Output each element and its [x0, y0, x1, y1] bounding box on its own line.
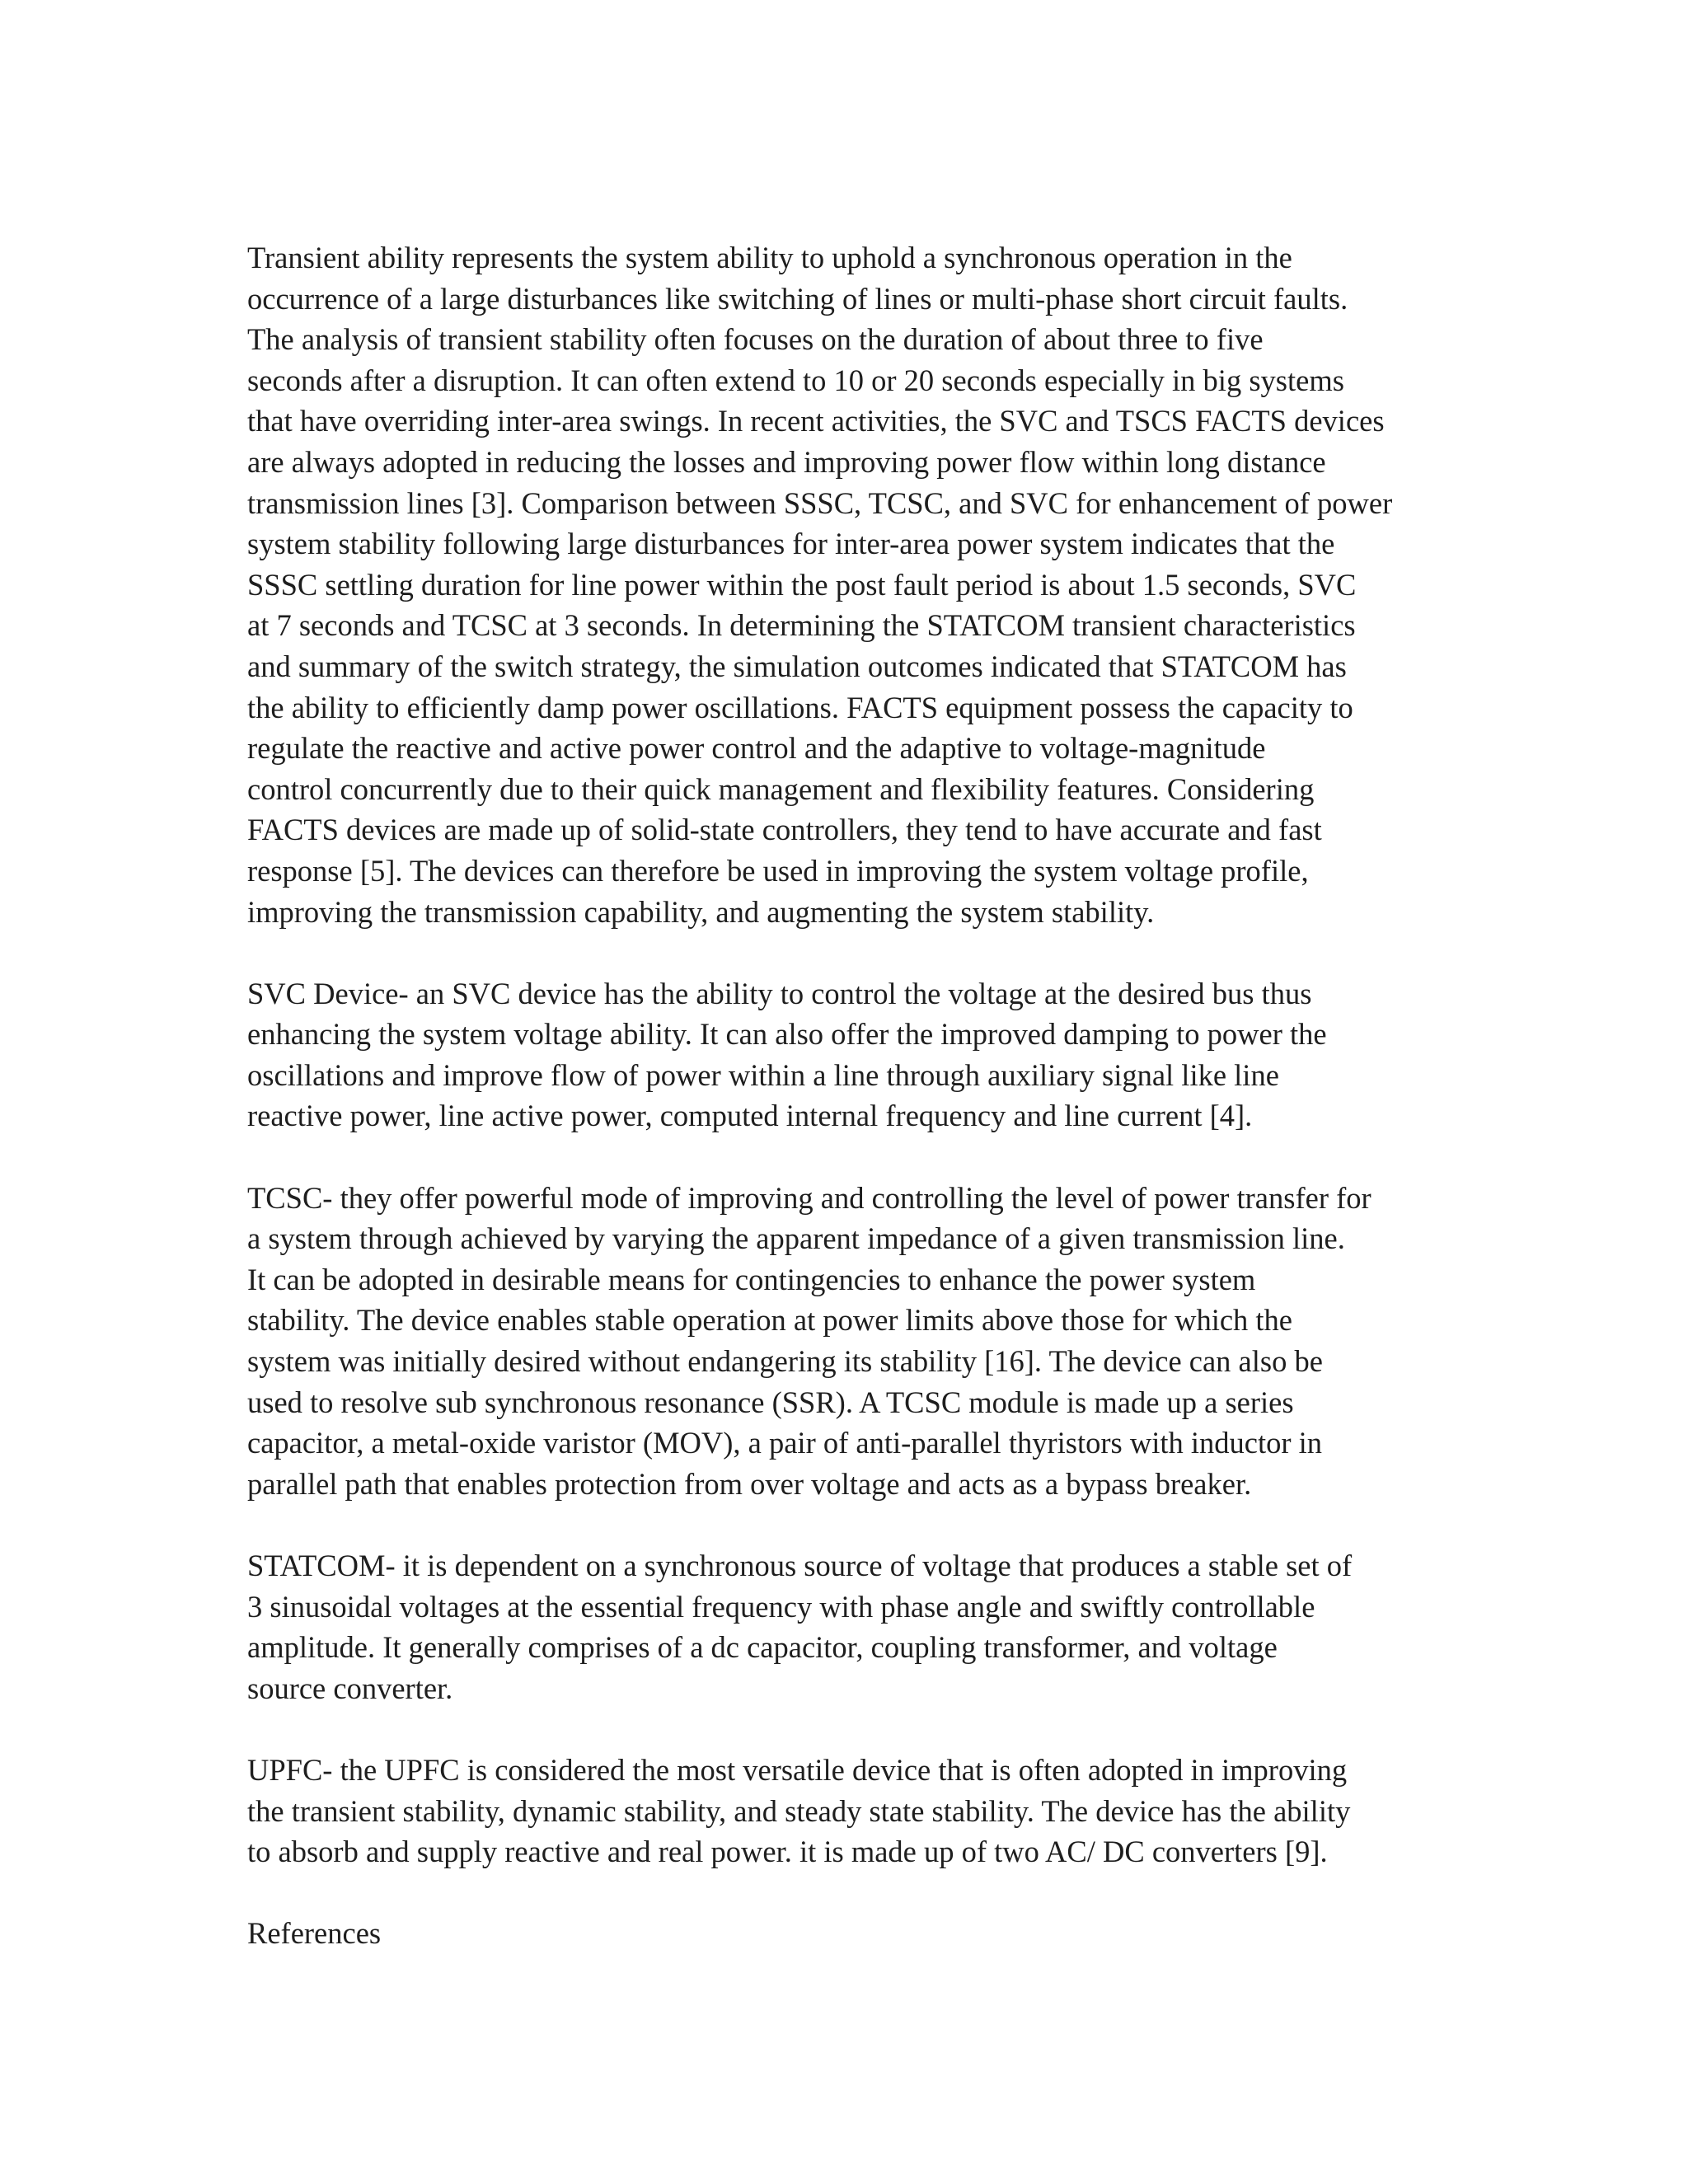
- text-line: source converter.: [247, 1671, 453, 1705]
- text-line: SVC Device- an SVC device has the ability to control the voltage at the desired bus thus: [247, 976, 1312, 1010]
- text-line: reactive power, line active power, computed internal frequency and line current [4].: [247, 1099, 1253, 1133]
- text-line: improving the transmission capability, and augmenting the system stability.: [247, 894, 1155, 929]
- text-line: system was initially desired without endangering its stability [16]. The device can also be: [247, 1344, 1323, 1379]
- text-line: capacitor, a metal-oxide varistor (MOV), a pair of anti-parallel thyristors with inductor in: [247, 1426, 1323, 1460]
- text-line: to absorb and supply reactive and real power. it is made up of two AC/ DC converters [9].: [247, 1835, 1328, 1869]
- paragraph-upfc: [247, 1750, 1459, 1872]
- text-line: amplitude. It generally comprises of a dc capacitor, coupling transformer, and voltage: [247, 1630, 1278, 1665]
- text-line: control concurrently due to their quick management and flexibility features. Considering: [247, 771, 1315, 806]
- text-line: at 7 seconds and TCSC at 3 seconds. In determining the STATCOM transient characteristics: [247, 608, 1356, 643]
- text-line: regulate the reactive and active power control and the adaptive to voltage-magnitude: [247, 731, 1266, 766]
- text-line: FACTS devices are made up of solid-state controllers, they tend to have accurate and fast: [247, 813, 1322, 847]
- text-line: STATCOM- it is dependent on a synchronous source of voltage that produces a stable set of: [247, 1549, 1353, 1582]
- text-line: stability. The device enables stable operation at power limits above those for which the: [247, 1303, 1293, 1338]
- text-line: It can be adopted in desirable means for contingencies to enhance the power system: [247, 1262, 1256, 1296]
- paragraph-statcom: [247, 1545, 1459, 1708]
- paragraph-svc: [247, 973, 1459, 1137]
- text-line: transmission lines [3]. Comparison between SSSC, TCSC, and SVC for enhancement of power: [247, 485, 1393, 520]
- text-line: Transient ability represents the system ability to uphold a synchronous operation in the: [247, 241, 1292, 274]
- paragraph-tcsc: [247, 1178, 1459, 1505]
- text-line: oscillations and improve flow of power within a line through auxiliary signal like line: [247, 1057, 1279, 1092]
- text-line: seconds after a disruption. It can often extend to 10 or 20 seconds especially in big systems: [247, 363, 1344, 397]
- text-line: response [5]. The devices can therefore be used in improving the system voltage profile,: [247, 853, 1309, 888]
- text-line: enhancing the system voltage ability. It can also offer the improved damping to power the: [247, 1017, 1327, 1052]
- text-line: that have overriding inter-area swings. In recent activities, the SVC and TSCS FACTS devices: [247, 404, 1385, 438]
- text-line: the transient stability, dynamic stability, and steady state stability. The device has the ability: [247, 1793, 1351, 1828]
- document-body: [247, 237, 1459, 1954]
- text-line: are always adopted in reducing the losses and improving power flow within long distance: [247, 444, 1326, 479]
- paragraph-intro: [247, 237, 1459, 932]
- text-line: 3 sinusoidal voltages at the essential frequency with phase angle and swiftly controllable: [247, 1589, 1315, 1624]
- text-line: occurrence of a large disturbances like switching of lines or multi-phase short circuit faults.: [247, 281, 1348, 316]
- text-line: parallel path that enables protection from over voltage and acts as a bypass breaker.: [247, 1466, 1252, 1501]
- text-line: the ability to efficiently damp power oscillations. FACTS equipment possess the capacity to: [247, 690, 1353, 724]
- text-line: system stability following large disturbances for inter-area power system indicates that the: [247, 527, 1335, 561]
- references-heading: References: [247, 1916, 382, 1951]
- text-line: SSSC settling duration for line power within the post fault period is about 1.5 seconds, SVC: [247, 567, 1357, 602]
- text-line: and summary of the switch strategy, the simulation outcomes indicated that STATCOM has: [247, 649, 1347, 683]
- text-line: UPFC- the UPFC is considered the most versatile device that is often adopted in improving: [247, 1752, 1348, 1787]
- text-line: a system through achieved by varying the apparent impedance of a given transmission line.: [247, 1221, 1345, 1256]
- text-line: used to resolve sub synchronous resonance (SSR). A TCSC module is made up a series: [247, 1385, 1294, 1419]
- text-line: The analysis of transient stability often focuses on the duration of about three to five: [247, 322, 1264, 357]
- text-line: TCSC- they offer powerful mode of improving and controlling the level of power transfer for: [247, 1180, 1372, 1215]
